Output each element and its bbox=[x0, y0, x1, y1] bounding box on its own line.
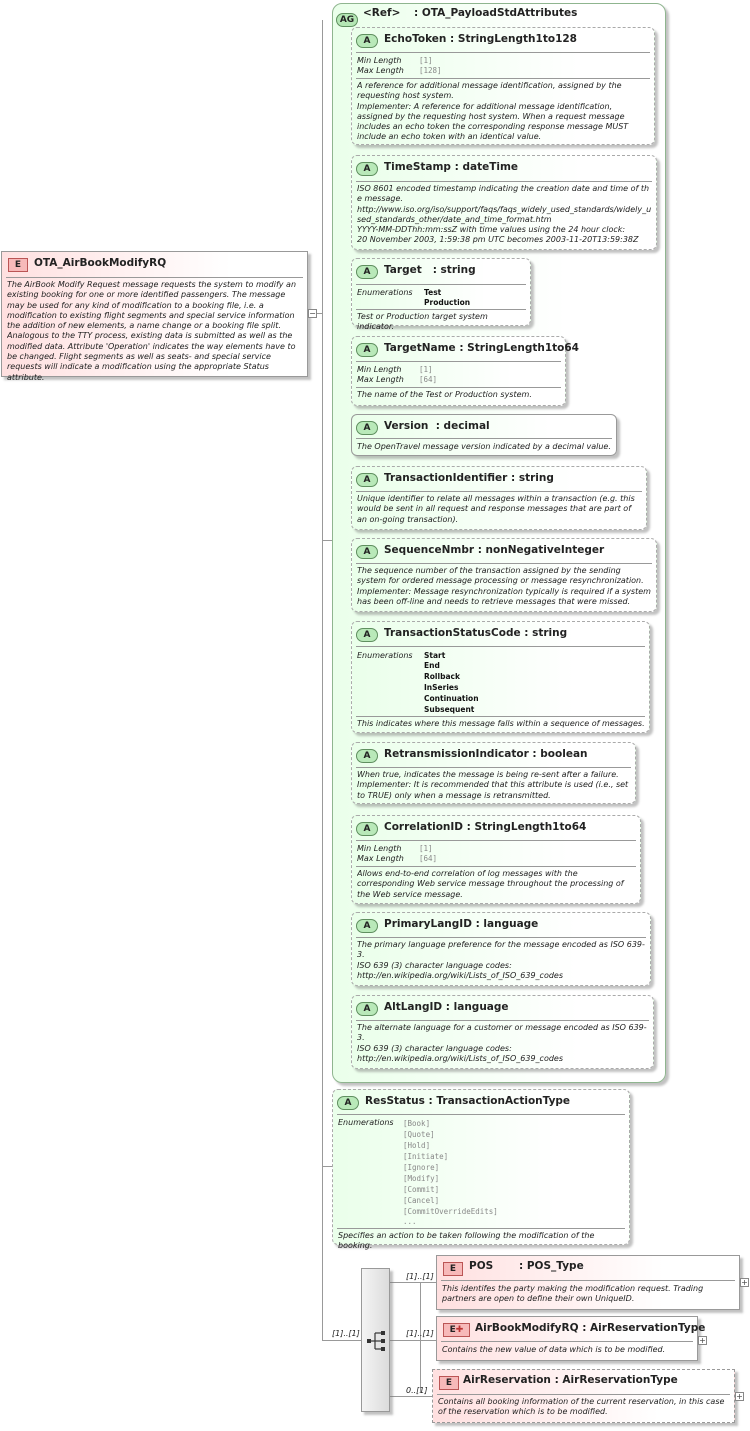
enumeration-value: Test bbox=[424, 288, 442, 297]
attribute-icon: A bbox=[356, 265, 378, 279]
attribute-type: : decimal bbox=[435, 420, 490, 432]
attribute-description: The sequence number of the transaction assigned by the sending system for ordered message processing or message resynchronization. Implementer: Message resynchronization typically is required if a system has been off-line and needs to retrieve messages that were missed. bbox=[357, 566, 651, 606]
element-icon: E bbox=[443, 1262, 463, 1276]
element-description: Contains all booking information of the current reservation, in this case of the reservation which is to be modified. bbox=[438, 1397, 725, 1417]
attribute-icon: A bbox=[356, 162, 378, 176]
facet-label: Max Length bbox=[357, 375, 404, 384]
element-name: POS bbox=[469, 1260, 494, 1272]
element-type: : POS_Type bbox=[519, 1260, 584, 1272]
attribute-timestamp[interactable] bbox=[351, 155, 657, 250]
attribute-type: : TransactionActionType bbox=[428, 1095, 571, 1107]
attribute-description: When true, indicates the message is being re-sent after a failure. Implementer: It is recommended that this attribute is used (i.e., set to TRUE) only when a message is retransmitted. bbox=[357, 770, 629, 800]
attribute-description: Test or Production target system indicator. bbox=[357, 312, 488, 332]
attribute-icon: A bbox=[356, 1002, 378, 1016]
attribute-description: Unique identifier to relate all messages within a transaction (e.g. this would be sent in all request and response messages that are part of an on-going transaction). bbox=[357, 494, 635, 524]
attribute-icon: A bbox=[337, 1096, 359, 1110]
attribute-description: The OpenTravel message version indicated by a decimal value. bbox=[357, 442, 611, 451]
connector-resstatus bbox=[322, 1166, 332, 1167]
enumeration-value: Subsequent bbox=[424, 705, 475, 714]
attribute-description: The name of the Test or Production system. bbox=[357, 390, 532, 399]
attribute-transactionstatuscode[interactable] bbox=[351, 621, 650, 733]
attribute-icon: A bbox=[356, 919, 378, 933]
enumeration-value: [Ignore] bbox=[403, 1163, 440, 1172]
enumeration-value: Rollback bbox=[424, 672, 460, 681]
attribute-group-name: : OTA_PayloadStdAttributes bbox=[414, 7, 578, 19]
attribute-group-header bbox=[336, 7, 358, 27]
sequence-multiplicity: [1]..[1] bbox=[332, 1329, 360, 1338]
element-name: AirReservation bbox=[463, 1374, 551, 1386]
element-description: This identifes the party making the modification request. Trading partners are open to define their own UniqueID. bbox=[442, 1284, 704, 1304]
expand-icon[interactable]: + bbox=[699, 1336, 706, 1345]
expand-icon[interactable]: + bbox=[741, 1278, 748, 1287]
attribute-icon: A bbox=[356, 34, 378, 48]
airbookmodifyrq-multiplicity: [1]..[1] bbox=[406, 1329, 434, 1338]
element-type: : AirReservationType bbox=[554, 1374, 678, 1386]
facet-label: Enumerations bbox=[357, 651, 413, 660]
attribute-type: : StringLength1to64 bbox=[459, 342, 579, 354]
attribute-name: TransactionIdentifier bbox=[384, 472, 508, 484]
attribute-description: The primary language preference for the message encoded as ISO 639-3. ISO 639 (3) character language codes: http://en.wikipedia.org/wiki/Lists_of_ISO_639_codes bbox=[357, 940, 645, 980]
collapse-icon[interactable]: − bbox=[309, 309, 316, 318]
enumeration-value: Continuation bbox=[424, 694, 479, 703]
attribute-name: Version bbox=[384, 420, 429, 432]
attribute-name: TimeStamp bbox=[384, 161, 451, 173]
pos-multiplicity: [1]..[1] bbox=[406, 1272, 434, 1281]
attribute-description: This indicates where this message falls within a sequence of messages. bbox=[357, 719, 645, 728]
facet-label: Max Length bbox=[357, 66, 404, 75]
element-icon: E bbox=[8, 258, 28, 272]
element-description: Contains the new value of data which is to be modified. bbox=[442, 1345, 666, 1354]
element-airbookmodifyrq[interactable] bbox=[436, 1316, 706, 1361]
facet-label: Min Length bbox=[357, 56, 402, 65]
enumeration-value: Start bbox=[424, 651, 446, 660]
enumeration-value: [Modify] bbox=[403, 1174, 440, 1183]
attribute-type: : language bbox=[445, 1001, 509, 1013]
enumeration-value: [Hold] bbox=[403, 1141, 431, 1150]
enumeration-value: [CommitOverrideEdits] bbox=[403, 1207, 498, 1216]
root-element[interactable] bbox=[1, 251, 308, 382]
attribute-name: SequenceNmbr bbox=[384, 544, 475, 556]
facet-label: Min Length bbox=[357, 365, 402, 374]
connector-seq bbox=[322, 1340, 362, 1341]
attribute-type: : StringLength1to64 bbox=[466, 821, 587, 833]
facet-value: [1] bbox=[419, 844, 433, 853]
element-name: AirBookModifyRQ bbox=[475, 1322, 579, 1334]
enumeration-value: [Initiate] bbox=[403, 1152, 449, 1161]
attribute-sequencenmbr[interactable] bbox=[351, 538, 657, 612]
facet-value: [64] bbox=[419, 854, 438, 863]
element-type: : AirReservationType bbox=[582, 1322, 706, 1334]
attribute-description: The alternate language for a customer or message encoded as ISO 639-3. ISO 639 (3) character language codes: http://en.wikipedia.org/wiki/Lists_of_ISO_639_codes bbox=[357, 1023, 647, 1063]
enumeration-value: Production bbox=[424, 298, 471, 307]
connector-trunk bbox=[322, 20, 323, 1340]
attribute-type: : dateTime bbox=[454, 161, 519, 173]
attribute-name: AltLangID bbox=[384, 1001, 443, 1013]
enumeration-value: [Cancel] bbox=[403, 1196, 440, 1205]
sequence-compositor[interactable] bbox=[361, 1268, 390, 1412]
enumeration-value: End bbox=[424, 661, 440, 670]
attribute-name: CorrelationID bbox=[384, 821, 464, 833]
root-element-name: OTA_AirBookModifyRQ bbox=[34, 257, 167, 269]
attribute-transactionidentifier[interactable] bbox=[351, 466, 647, 530]
attribute-description: Specifies an action to be taken following the modification of the booking. bbox=[338, 1231, 595, 1251]
element-icon: E bbox=[439, 1376, 459, 1390]
root-element-description: The AirBook Modify Request message requests the system to modify an existing booking for one or more identified passengers. The message may be used for any kind of modification to a booking file, i.e. a modification to existing flight segments and special service information the addition of new elements, a name change or a booking file split. Analogous to the TTY process, existing data is submitted as well as the modified data. Attribute 'Operation' indicates the way elements have to be changed. Flight segments as well as seats- and special service requests will indicate a modification using the appropriate Status attribute. bbox=[7, 280, 297, 382]
airreservation-multiplicity: 0..[1] bbox=[406, 1386, 428, 1395]
attribute-icon: A bbox=[356, 343, 378, 357]
attribute-targetname[interactable] bbox=[351, 336, 579, 406]
facet-value: [64] bbox=[419, 375, 438, 384]
attribute-resstatus[interactable] bbox=[332, 1089, 630, 1251]
attribute-icon: A bbox=[356, 421, 378, 435]
attribute-type: : StringLength1to128 bbox=[450, 33, 577, 45]
attribute-altlangid[interactable] bbox=[351, 995, 654, 1069]
enumeration-value: [Book] bbox=[403, 1119, 431, 1128]
attribute-type: : boolean bbox=[532, 748, 588, 760]
attribute-description: ISO 8601 encoded timestamp indicating the creation date and time of the message. http://www.iso.org/iso/support/faqs/faqs_widely_used_standards/widely_used_standards_other/date_and_time_format.htm YYYY-MM-DDThh:mm:ssZ with time values using the 24 hour clock: 20 November 2003, 1:59:38 pm UTC becomes 2003-11-20T13:59:38Z bbox=[357, 184, 652, 245]
connector-airbook bbox=[390, 1340, 436, 1341]
attribute-description: A reference for additional message identification, assigned by the requesting host system. Implementer: A reference for additional message identification, assigned by the requesting host system. When a request message includes an echo token the corresponding response message MUST include an echo token with an identical value. bbox=[357, 81, 629, 142]
attribute-icon: A bbox=[356, 473, 378, 487]
connector-ag bbox=[322, 540, 332, 541]
attribute-type: : language bbox=[475, 918, 539, 930]
attribute-icon: A bbox=[356, 628, 378, 642]
element-airreservation[interactable] bbox=[432, 1369, 735, 1423]
attribute-name: ResStatus bbox=[365, 1095, 425, 1107]
attribute-target[interactable] bbox=[351, 258, 531, 332]
element-pos[interactable] bbox=[436, 1255, 740, 1310]
attribute-name: PrimaryLangID bbox=[384, 918, 472, 930]
facet-label: Enumerations bbox=[357, 288, 413, 297]
enumeration-value: ... bbox=[403, 1217, 417, 1226]
attribute-type: : nonNegativeInteger bbox=[477, 544, 605, 556]
facet-value: [1] bbox=[419, 365, 433, 374]
attribute-correlationid[interactable] bbox=[351, 815, 641, 904]
attribute-retransmissionindicator[interactable] bbox=[351, 742, 636, 804]
attribute-type: : string bbox=[432, 264, 476, 276]
attribute-name: Target bbox=[384, 264, 422, 276]
attribute-type: : string bbox=[511, 472, 554, 484]
attribute-primarylangid[interactable] bbox=[351, 912, 651, 986]
element-icon: E✚ bbox=[443, 1323, 470, 1337]
attribute-version[interactable] bbox=[351, 414, 617, 456]
attribute-icon: A bbox=[356, 545, 378, 559]
attribute-name: EchoToken bbox=[384, 33, 447, 45]
sequence-icon bbox=[362, 1269, 391, 1413]
enumeration-value: InSeries bbox=[424, 683, 459, 692]
attribute-description: Allows end-to-end correlation of log messages with the corresponding Web service message throughout the processing of the Web service message. bbox=[357, 869, 624, 899]
attribute-icon: A bbox=[356, 749, 378, 763]
connector-pos bbox=[390, 1282, 436, 1283]
enumeration-value: [Quote] bbox=[403, 1130, 435, 1139]
attribute-icon: A bbox=[356, 822, 378, 836]
attribute-name: TargetName bbox=[384, 342, 456, 354]
facet-label: Min Length bbox=[357, 844, 402, 853]
facet-label: Enumerations bbox=[338, 1118, 394, 1127]
expand-icon[interactable]: + bbox=[736, 1392, 743, 1401]
connector-airres bbox=[390, 1396, 432, 1397]
attribute-type: : string bbox=[524, 627, 568, 639]
facet-label: Max Length bbox=[357, 854, 404, 863]
facet-value: [1] bbox=[419, 56, 433, 65]
attribute-group-ref: <Ref> bbox=[363, 7, 401, 19]
attribute-name: TransactionStatusCode bbox=[384, 627, 521, 639]
attribute-group-icon: AG bbox=[336, 13, 358, 27]
attribute-name: RetransmissionIndicator bbox=[384, 748, 529, 760]
facet-value: [128] bbox=[419, 66, 442, 75]
attribute-echotoken[interactable] bbox=[351, 27, 655, 145]
enumeration-value: [Commit] bbox=[403, 1185, 440, 1194]
